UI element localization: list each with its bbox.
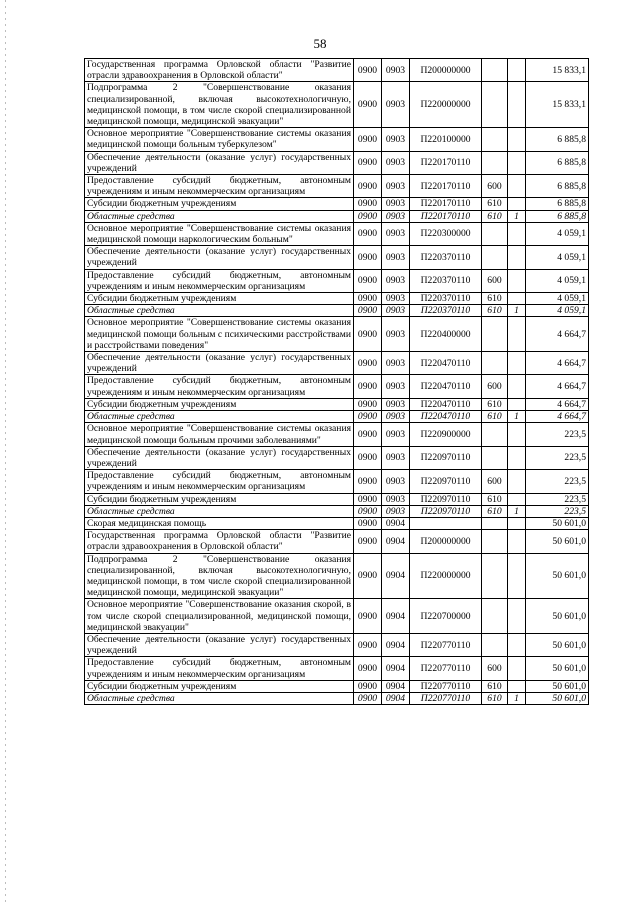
target-article-cell: П220170110 — [410, 198, 482, 210]
item-name-cell: Обеспечение деятельности (оказание услуг) государственных учреждений — [85, 446, 354, 469]
budget-table — [84, 58, 589, 705]
subsection-code-cell: 0903 — [382, 398, 410, 410]
subcode-cell: 1 — [508, 411, 526, 423]
amount-cell: 4 059,1 — [526, 269, 589, 292]
item-name-cell: Скорая медицинская помощь — [85, 517, 354, 529]
section-code-cell: 0900 — [354, 175, 382, 198]
expense-type-cell — [482, 352, 508, 375]
section-code-cell: 0900 — [354, 246, 382, 269]
expense-type-cell — [482, 553, 508, 599]
expense-type-cell: 610 — [482, 293, 508, 305]
target-article-cell: П220370110 — [410, 269, 482, 292]
item-name-cell: Предоставление субсидий бюджетным, автономным учреждениям и иным некоммерческим организациям — [85, 657, 354, 680]
subsection-code-cell: 0903 — [382, 82, 410, 128]
section-code-cell: 0900 — [354, 305, 382, 317]
expense-type-cell: 610 — [482, 680, 508, 692]
subcode-cell — [508, 657, 526, 680]
section-code-cell: 0900 — [354, 352, 382, 375]
amount-cell: 50 601,0 — [526, 692, 589, 704]
table-row — [85, 269, 589, 292]
target-article-cell: П220170110 — [410, 210, 482, 222]
item-name-cell: Предоставление субсидий бюджетным, автономным учреждениям и иным некоммерческим организациям — [85, 269, 354, 292]
target-article-cell: П220300000 — [410, 222, 482, 245]
item-name-cell: Обеспечение деятельности (оказание услуг) государственных учреждений — [85, 246, 354, 269]
table-row — [85, 375, 589, 398]
target-article-cell: П220470110 — [410, 398, 482, 410]
amount-cell: 15 833,1 — [526, 82, 589, 128]
section-code-cell: 0900 — [354, 198, 382, 210]
section-code-cell: 0900 — [354, 222, 382, 245]
section-code-cell: 0900 — [354, 317, 382, 352]
expense-type-cell: 600 — [482, 657, 508, 680]
subsection-code-cell: 0904 — [382, 680, 410, 692]
expense-type-cell: 610 — [482, 493, 508, 505]
expense-type-cell — [482, 82, 508, 128]
section-code-cell: 0900 — [354, 398, 382, 410]
table-row — [85, 530, 589, 553]
amount-cell: 4 059,1 — [526, 246, 589, 269]
item-name-cell: Обеспечение деятельности (оказание услуг) государственных учреждений — [85, 633, 354, 656]
subsection-code-cell: 0903 — [382, 317, 410, 352]
table-row — [85, 128, 589, 151]
subsection-code-cell: 0904 — [382, 657, 410, 680]
amount-cell: 4 664,7 — [526, 375, 589, 398]
expense-type-cell — [482, 530, 508, 553]
target-article-cell: П220000000 — [410, 553, 482, 599]
amount-cell: 50 601,0 — [526, 657, 589, 680]
subsection-code-cell: 0903 — [382, 198, 410, 210]
amount-cell: 4 059,1 — [526, 293, 589, 305]
item-name-cell: Субсидии бюджетным учреждениям — [85, 198, 354, 210]
target-article-cell: П220470110 — [410, 375, 482, 398]
subsection-code-cell: 0904 — [382, 692, 410, 704]
subsection-code-cell: 0903 — [382, 59, 410, 82]
subcode-cell — [508, 59, 526, 82]
subsection-code-cell: 0903 — [382, 423, 410, 446]
item-name-cell: Субсидии бюджетным учреждениям — [85, 293, 354, 305]
expense-type-cell — [482, 423, 508, 446]
amount-cell: 50 601,0 — [526, 633, 589, 656]
table-row — [85, 411, 589, 423]
item-name-cell: Государственная программа Орловской области "Развитие отрасли здравоохранения в Орловской области" — [85, 59, 354, 82]
expense-type-cell: 610 — [482, 411, 508, 423]
amount-cell: 223,5 — [526, 423, 589, 446]
amount-cell: 6 885,8 — [526, 210, 589, 222]
expense-type-cell: 610 — [482, 692, 508, 704]
table-row — [85, 317, 589, 352]
subcode-cell — [508, 446, 526, 469]
item-name-cell: Предоставление субсидий бюджетным, автономным учреждениям и иным некоммерческим организациям — [85, 470, 354, 493]
subcode-cell — [508, 175, 526, 198]
subsection-code-cell: 0904 — [382, 517, 410, 529]
subsection-code-cell: 0903 — [382, 505, 410, 517]
subsection-code-cell: 0903 — [382, 305, 410, 317]
table-row — [85, 246, 589, 269]
section-code-cell: 0900 — [354, 493, 382, 505]
section-code-cell: 0900 — [354, 470, 382, 493]
target-article-cell: П220370110 — [410, 293, 482, 305]
expense-type-cell: 610 — [482, 505, 508, 517]
target-article-cell: П220970110 — [410, 470, 482, 493]
section-code-cell: 0900 — [354, 517, 382, 529]
subcode-cell — [508, 375, 526, 398]
subcode-cell — [508, 82, 526, 128]
expense-type-cell — [482, 317, 508, 352]
expense-type-cell — [482, 517, 508, 529]
target-article-cell: П220770110 — [410, 680, 482, 692]
target-article-cell: П220000000 — [410, 82, 482, 128]
section-code-cell: 0900 — [354, 411, 382, 423]
item-name-cell: Основное мероприятие "Совершенствование системы оказания медицинской помощи больным с психическими расстройствами и расстройствами поведения" — [85, 317, 354, 352]
subcode-cell — [508, 599, 526, 634]
table-row — [85, 423, 589, 446]
target-article-cell: П220470110 — [410, 411, 482, 423]
amount-cell: 15 833,1 — [526, 59, 589, 82]
table-row — [85, 305, 589, 317]
item-name-cell: Подпрограмма 2 "Совершенствование оказания специализированной, включая высокотехнологичную, медицинской помощи, в том числе скорой специализированной медицинской помощи, медицинской эвакуации" — [85, 553, 354, 599]
section-code-cell: 0900 — [354, 59, 382, 82]
amount-cell: 4 059,1 — [526, 305, 589, 317]
item-name-cell: Субсидии бюджетным учреждениям — [85, 493, 354, 505]
item-name-cell: Областные средства — [85, 305, 354, 317]
table-row — [85, 151, 589, 174]
section-code-cell: 0900 — [354, 128, 382, 151]
expense-type-cell: 600 — [482, 269, 508, 292]
subcode-cell — [508, 151, 526, 174]
subcode-cell — [508, 246, 526, 269]
expense-type-cell — [482, 446, 508, 469]
scan-edge-strip — [5, 0, 6, 905]
subcode-cell — [508, 530, 526, 553]
target-article-cell — [410, 517, 482, 529]
expense-type-cell: 610 — [482, 398, 508, 410]
section-code-cell: 0900 — [354, 680, 382, 692]
section-code-cell: 0900 — [354, 269, 382, 292]
section-code-cell: 0900 — [354, 423, 382, 446]
item-name-cell: Предоставление субсидий бюджетным, автономным учреждениям и иным некоммерческим организациям — [85, 175, 354, 198]
budget-table-body — [85, 59, 589, 705]
expense-type-cell — [482, 59, 508, 82]
amount-cell: 4 664,7 — [526, 411, 589, 423]
target-article-cell: П220170110 — [410, 175, 482, 198]
expense-type-cell: 600 — [482, 375, 508, 398]
subcode-cell — [508, 553, 526, 599]
expense-type-cell — [482, 222, 508, 245]
section-code-cell: 0900 — [354, 633, 382, 656]
table-row — [85, 493, 589, 505]
subcode-cell — [508, 198, 526, 210]
amount-cell: 223,5 — [526, 505, 589, 517]
item-name-cell: Основное мероприятие "Совершенствование оказания скорой, в том числе скорой специализированной, медицинской помощи, медицинской эвакуации" — [85, 599, 354, 634]
subcode-cell: 1 — [508, 505, 526, 517]
subcode-cell — [508, 222, 526, 245]
table-row — [85, 198, 589, 210]
subcode-cell: 1 — [508, 305, 526, 317]
subcode-cell — [508, 269, 526, 292]
expense-type-cell: 610 — [482, 305, 508, 317]
subcode-cell — [508, 128, 526, 151]
item-name-cell: Предоставление субсидий бюджетным, автономным учреждениям и иным некоммерческим организациям — [85, 375, 354, 398]
section-code-cell: 0900 — [354, 82, 382, 128]
item-name-cell: Подпрограмма 2 "Совершенствование оказания специализированной, включая высокотехнологичную, медицинской помощи, в том числе скорой специализированной медицинской помощи, медицинской эвакуации" — [85, 82, 354, 128]
item-name-cell: Обеспечение деятельности (оказание услуг) государственных учреждений — [85, 151, 354, 174]
table-row — [85, 398, 589, 410]
target-article-cell: П220970110 — [410, 505, 482, 517]
amount-cell: 4 059,1 — [526, 222, 589, 245]
subsection-code-cell: 0903 — [382, 269, 410, 292]
subcode-cell — [508, 352, 526, 375]
subcode-cell — [508, 398, 526, 410]
subsection-code-cell: 0903 — [382, 151, 410, 174]
item-name-cell: Областные средства — [85, 505, 354, 517]
table-row — [85, 352, 589, 375]
target-article-cell: П220370110 — [410, 246, 482, 269]
amount-cell: 50 601,0 — [526, 553, 589, 599]
item-name-cell: Субсидии бюджетным учреждениям — [85, 398, 354, 410]
table-row — [85, 553, 589, 599]
budget-table-container — [84, 58, 588, 705]
amount-cell: 4 664,7 — [526, 352, 589, 375]
item-name-cell: Областные средства — [85, 210, 354, 222]
table-row — [85, 692, 589, 704]
table-row — [85, 446, 589, 469]
table-row — [85, 293, 589, 305]
subcode-cell: 1 — [508, 210, 526, 222]
subsection-code-cell: 0904 — [382, 633, 410, 656]
expense-type-cell: 610 — [482, 210, 508, 222]
item-name-cell: Областные средства — [85, 692, 354, 704]
subcode-cell — [508, 680, 526, 692]
table-row — [85, 59, 589, 82]
target-article-cell: П220770110 — [410, 633, 482, 656]
item-name-cell: Государственная программа Орловской области "Развитие отрасли здравоохранения в Орловской области" — [85, 530, 354, 553]
amount-cell: 223,5 — [526, 470, 589, 493]
expense-type-cell: 610 — [482, 198, 508, 210]
subsection-code-cell: 0903 — [382, 470, 410, 493]
page-number: 58 — [313, 36, 327, 51]
target-article-cell: П220470110 — [410, 352, 482, 375]
expense-type-cell — [482, 599, 508, 634]
section-code-cell: 0900 — [354, 151, 382, 174]
subsection-code-cell: 0903 — [382, 411, 410, 423]
table-row — [85, 599, 589, 634]
target-article-cell: П220400000 — [410, 317, 482, 352]
subsection-code-cell: 0904 — [382, 530, 410, 553]
item-name-cell: Основное мероприятие "Совершенствование системы оказания медицинской помощи больным прочими заболеваниями" — [85, 423, 354, 446]
amount-cell: 6 885,8 — [526, 151, 589, 174]
table-row — [85, 175, 589, 198]
amount-cell: 6 885,8 — [526, 198, 589, 210]
subcode-cell — [508, 633, 526, 656]
amount-cell: 223,5 — [526, 493, 589, 505]
subsection-code-cell: 0903 — [382, 210, 410, 222]
expense-type-cell — [482, 128, 508, 151]
expense-type-cell — [482, 246, 508, 269]
section-code-cell: 0900 — [354, 375, 382, 398]
subcode-cell — [508, 470, 526, 493]
table-row — [85, 680, 589, 692]
subcode-cell — [508, 317, 526, 352]
section-code-cell: 0900 — [354, 692, 382, 704]
target-article-cell: П200000000 — [410, 59, 482, 82]
amount-cell: 6 885,8 — [526, 128, 589, 151]
expense-type-cell — [482, 633, 508, 656]
table-row — [85, 517, 589, 529]
table-row — [85, 657, 589, 680]
subsection-code-cell: 0903 — [382, 352, 410, 375]
target-article-cell: П220970110 — [410, 446, 482, 469]
section-code-cell: 0900 — [354, 293, 382, 305]
table-row — [85, 82, 589, 128]
amount-cell: 4 664,7 — [526, 398, 589, 410]
subsection-code-cell: 0904 — [382, 599, 410, 634]
subsection-code-cell: 0903 — [382, 222, 410, 245]
amount-cell: 50 601,0 — [526, 530, 589, 553]
expense-type-cell: 600 — [482, 470, 508, 493]
item-name-cell: Основное мероприятие "Совершенствование системы оказания медицинской помощи наркологическим больным" — [85, 222, 354, 245]
target-article-cell: П220770110 — [410, 692, 482, 704]
target-article-cell: П220170110 — [410, 151, 482, 174]
section-code-cell: 0900 — [354, 446, 382, 469]
table-row — [85, 470, 589, 493]
subcode-cell — [508, 293, 526, 305]
target-article-cell: П200000000 — [410, 530, 482, 553]
target-article-cell: П220370110 — [410, 305, 482, 317]
section-code-cell: 0900 — [354, 599, 382, 634]
subcode-cell — [508, 493, 526, 505]
target-article-cell: П220900000 — [410, 423, 482, 446]
subsection-code-cell: 0903 — [382, 246, 410, 269]
table-row — [85, 505, 589, 517]
amount-cell: 50 601,0 — [526, 599, 589, 634]
table-row — [85, 210, 589, 222]
section-code-cell: 0900 — [354, 210, 382, 222]
target-article-cell: П220100000 — [410, 128, 482, 151]
subcode-cell — [508, 517, 526, 529]
target-article-cell: П220700000 — [410, 599, 482, 634]
amount-cell: 6 885,8 — [526, 175, 589, 198]
table-row — [85, 222, 589, 245]
target-article-cell: П220970110 — [410, 493, 482, 505]
subsection-code-cell: 0904 — [382, 553, 410, 599]
amount-cell: 50 601,0 — [526, 517, 589, 529]
section-code-cell: 0900 — [354, 553, 382, 599]
section-code-cell: 0900 — [354, 505, 382, 517]
subcode-cell: 1 — [508, 692, 526, 704]
subsection-code-cell: 0903 — [382, 293, 410, 305]
section-code-cell: 0900 — [354, 530, 382, 553]
subsection-code-cell: 0903 — [382, 493, 410, 505]
item-name-cell: Областные средства — [85, 411, 354, 423]
subcode-cell — [508, 423, 526, 446]
subsection-code-cell: 0903 — [382, 446, 410, 469]
subsection-code-cell: 0903 — [382, 128, 410, 151]
expense-type-cell — [482, 151, 508, 174]
table-row — [85, 633, 589, 656]
item-name-cell: Субсидии бюджетным учреждениям — [85, 680, 354, 692]
amount-cell: 4 664,7 — [526, 317, 589, 352]
amount-cell: 50 601,0 — [526, 680, 589, 692]
item-name-cell: Обеспечение деятельности (оказание услуг) государственных учреждений — [85, 352, 354, 375]
target-article-cell: П220770110 — [410, 657, 482, 680]
item-name-cell: Основное мероприятие "Совершенствование системы оказания медицинской помощи больным туберкулезом" — [85, 128, 354, 151]
subsection-code-cell: 0903 — [382, 175, 410, 198]
expense-type-cell: 600 — [482, 175, 508, 198]
subsection-code-cell: 0903 — [382, 375, 410, 398]
amount-cell: 223,5 — [526, 446, 589, 469]
section-code-cell: 0900 — [354, 657, 382, 680]
